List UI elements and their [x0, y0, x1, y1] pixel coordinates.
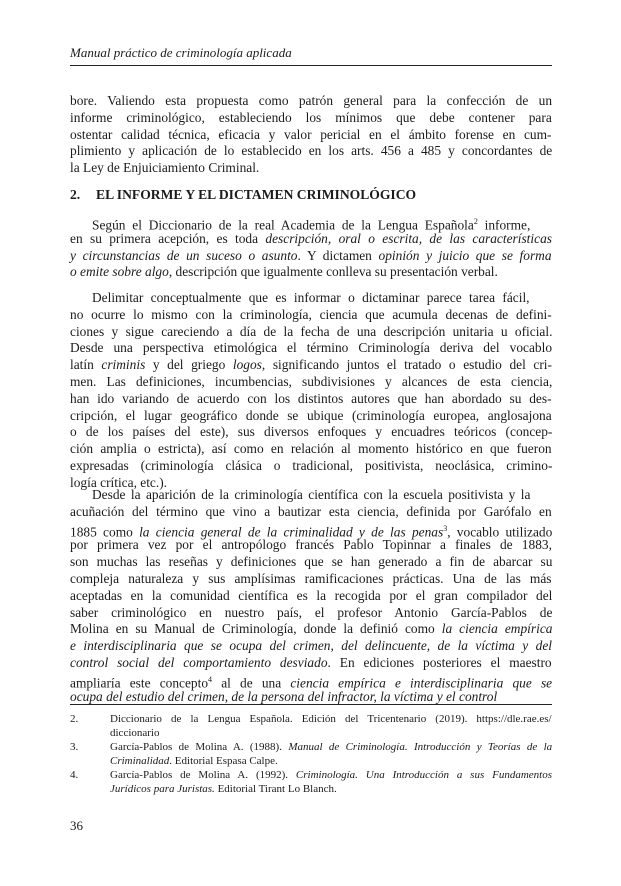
intro-paragraph [70, 93, 552, 177]
footnote-ref: 4 [208, 674, 213, 684]
footnote-line [110, 783, 552, 797]
text-line [70, 248, 552, 265]
text-run: diccionario [110, 726, 160, 739]
italic-text: la ciencia general de la criminalidad y de las penas [139, 524, 444, 540]
footnote-ref: 2 [473, 217, 478, 226]
text-line [70, 357, 552, 374]
footnote-text [110, 769, 552, 796]
italic-text: e interdisciplinaria que se ocupa del crimen, del delincuente, de la víctima y del [70, 638, 552, 654]
text-run: Según el Diccionario de la real Academia de la Lengua Española [92, 217, 474, 233]
text-run: ciones y sigue careciendo a día de la fecha de una descripción unitaria u oficial. [70, 323, 553, 339]
text-run: . Y dictamen [297, 247, 379, 263]
text-run: han ido variando de acuerdo con los distintos autores que han abordado su des- [70, 390, 552, 406]
italic-text: la ciencia empírica [441, 621, 553, 637]
footnote-text [110, 741, 552, 768]
text-run: acuñación del término que vino a bautizar esta ciencia, definida por Garófalo en [70, 503, 552, 519]
text-line [70, 324, 552, 341]
text-run: ampliaría este concepto [70, 675, 209, 691]
text-run: son muchas las reseñas y definiciones que se han generado a fin de abarcar su [70, 554, 553, 570]
italic-text: o emite sobre algo [70, 264, 169, 280]
text-line [70, 504, 552, 521]
text-run: en su primera acepción, es toda [70, 230, 266, 246]
text-line [70, 374, 552, 391]
section-number: 2. [70, 187, 81, 202]
footnote-number: 2. [70, 713, 79, 725]
text-line [70, 571, 552, 588]
text-line [70, 689, 552, 706]
text-run: . Editorial Espasa Calpe. [169, 754, 278, 767]
italic-text: opinión y juicio que se forma [378, 247, 552, 263]
text-line [70, 127, 552, 144]
text-line [70, 143, 552, 160]
text-run: Desde la aparición de la criminología científica con la escuela positivista y la [92, 487, 531, 502]
running-header: Manual práctico de criminología aplicada [70, 45, 292, 60]
text-run: , vocablo utilizado [447, 524, 553, 540]
page-number: 36 [70, 818, 83, 833]
text-run: o de los países del este), sus diversos enfoques y encuadres teóricos (concep- [70, 424, 553, 440]
footnote-line [110, 727, 552, 741]
text-run: plimiento y aplicación de lo establecido en los arts. 456 a 485 y concordantes de [70, 143, 553, 159]
text-run: Diccionario de la Lengua Española. Edición del Tricentenario (2019). https://dle.rae.es/ [110, 713, 552, 725]
italic-text: Criminalidad [110, 754, 170, 767]
text-line [70, 441, 552, 458]
text-line [70, 93, 552, 110]
section-heading [70, 187, 416, 203]
text-run: Delimitar conceptualmente que es informar o dictaminar parece tarea fácil, [92, 290, 530, 305]
text-run: saber criminológico en nuestro país, el profesor Antonio García-Pablos de [70, 604, 553, 620]
text-line [70, 638, 552, 655]
paragraph-history [70, 487, 552, 705]
text-run: . En ediciones posteriores el maestro [327, 654, 552, 670]
footnote-line [110, 741, 552, 755]
text-run: no ocurre lo mismo con la criminología, ciencia que acumula decenas de defini- [70, 306, 552, 322]
text-run: expresadas (criminología clásica o tradicional, positivista, neoclásica, crimino- [70, 457, 553, 473]
text-run: Editorial Tirant Lo Blanch. [214, 782, 337, 795]
text-run: bore. Valiendo esta propuesta como patrón general para la confección de un [70, 93, 553, 108]
paragraph-definition [70, 214, 552, 281]
text-run: García-Pablos de Molina A. (1988). [110, 741, 289, 753]
text-line [70, 605, 552, 622]
text-line [70, 307, 552, 324]
text-line [70, 408, 552, 425]
text-line [70, 424, 552, 441]
text-run: cripción, el lugar geográfico donde se ubique (criminología europea, anglosajona [70, 407, 552, 423]
footnote-line [110, 755, 552, 769]
text-line [70, 621, 552, 638]
italic-text: Manual de Criminología. Introducción y Teorías de la [288, 741, 553, 753]
text-line [70, 521, 552, 538]
footnote-line [110, 769, 552, 783]
text-line [70, 391, 552, 408]
text-run: latín [70, 357, 102, 373]
italic-text: Criminología. Una Introducción a sus Fundamentos [295, 769, 552, 781]
text-line [70, 214, 552, 231]
text-line [70, 340, 552, 357]
text-line [70, 672, 552, 689]
footnote-number: 4. [70, 769, 79, 781]
italic-text: y circunstancias de un suceso o asunto [70, 247, 298, 263]
text-line [70, 458, 552, 475]
italic-text: descripción, oral o escrita, de las características [265, 230, 552, 246]
text-run: al de una [212, 675, 291, 691]
text-line [70, 588, 552, 605]
text-line [70, 264, 552, 281]
text-run: aceptadas en la comunidad científica es la recogida por el gran compilador del [70, 587, 553, 603]
italic-text: ocupa del estudio del crimen, de la persona del infractor, la víctima y el control [70, 688, 498, 704]
text-run: la Ley de Enjuiciamiento Criminal. [70, 160, 260, 176]
section-title: EL INFORME Y EL DICTAMEN CRIMINOLÓGICO [96, 187, 417, 202]
text-run: logía crítica, etc.). [70, 474, 168, 490]
text-run: compleja naturaleza y sus amplísimas ramificaciones prácticas. Una de las más [70, 570, 552, 586]
italic-text: criminis [101, 357, 146, 373]
text-run: , significando juntos el tratado o estudio del cri- [261, 357, 552, 373]
text-line [70, 487, 552, 504]
footnote-ref: 3 [443, 523, 448, 533]
text-line [70, 655, 552, 672]
text-run: Desde una perspectiva etimológica el término Criminología deriva del vocablo [70, 340, 553, 356]
text-line [70, 554, 552, 571]
text-run: y del griego [145, 357, 233, 373]
italic-text: logos [232, 357, 262, 373]
text-run: 1885 como [70, 524, 140, 540]
paragraph-etymology [70, 290, 552, 492]
italic-text: Jurídicos para Juristas. [110, 782, 215, 795]
text-run: Molina en su Manual de Criminología, donde la definió como [70, 621, 442, 637]
footnote-text [110, 713, 552, 740]
text-line [70, 537, 552, 554]
text-line [70, 290, 552, 307]
text-run: García-Pablos de Molina A. (1992). [110, 769, 296, 781]
text-run: ción amplia o estricta), así como en relación al momento histórico en que fueron [70, 441, 552, 457]
text-run: , descripción que igualmente conlleva su presentación verbal. [168, 264, 498, 280]
text-line [70, 231, 552, 248]
text-run: men. Las definiciones, incumbencias, subdivisiones y alcances de esta ciencia, [70, 373, 553, 389]
text-run: ostentar calidad técnica, eficacia y valor pericial en el ámbito forense en cum- [70, 126, 552, 142]
footnote-rule [70, 704, 552, 705]
text-run: informe criminológico, estableciendo los mínimos que debe contener para [70, 109, 552, 125]
text-run: por primera vez por el antropólogo francés Pablo Topinnar a finales de 1883, [70, 537, 552, 553]
text-line [70, 110, 552, 127]
italic-text: control social del comportamiento desviado [70, 654, 328, 670]
footnote-number: 3. [70, 741, 79, 753]
text-line [70, 160, 552, 177]
italic-text: ciencia empírica e interdisciplinaria que se [290, 675, 553, 691]
footnote-line [110, 713, 552, 727]
text-run: informe, [477, 217, 531, 233]
header-rule [70, 65, 552, 66]
